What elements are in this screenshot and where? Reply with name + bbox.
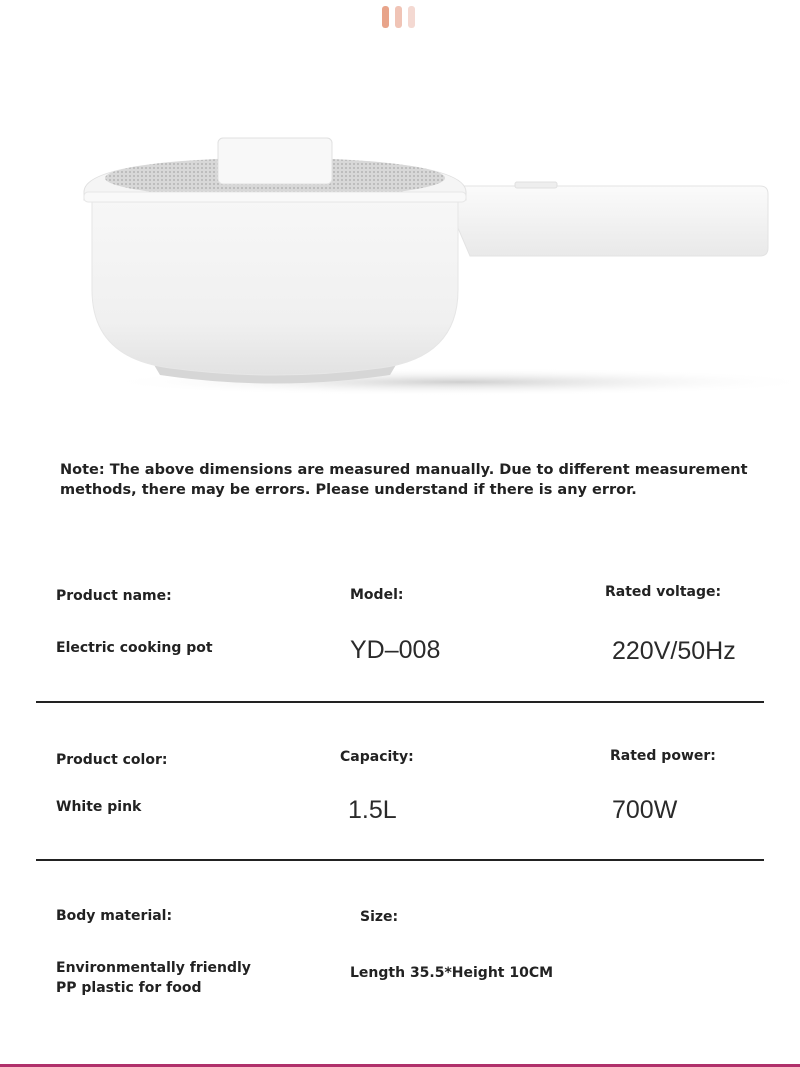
color-swatch-peach [395, 6, 402, 28]
body-material-label: Body material: [56, 908, 173, 924]
capacity-value: 1.5L [348, 796, 397, 824]
size-value: Length 35.5*Height 10CM [350, 965, 554, 981]
measurement-note: Note: The above dimensions are measured manually. Due to different measurement methods, there may be errors. Please understand if there is any error. [60, 462, 748, 498]
color-swatches [380, 6, 420, 30]
row-divider-2 [36, 859, 764, 861]
product-color-label: Product color: [56, 752, 168, 768]
rated-voltage-value: 220V/50Hz [612, 637, 736, 665]
color-swatch-orange [382, 6, 389, 28]
product-name-value: Electric cooking pot [56, 640, 213, 656]
color-swatch-pink [408, 6, 415, 28]
capacity-label: Capacity: [340, 749, 414, 765]
body-material-value-line2: PP plastic for food [56, 980, 202, 996]
model-value: YD–008 [350, 636, 441, 664]
model-label: Model: [350, 587, 404, 603]
product-name-label: Product name: [56, 588, 172, 604]
row-divider-1 [36, 701, 764, 703]
product-image [0, 90, 800, 410]
body-material-value-line1: Environmentally friendly [56, 960, 251, 976]
rated-power-label: Rated power: [610, 748, 716, 764]
product-color-value: White pink [56, 799, 142, 815]
rated-power-value: 700W [612, 796, 678, 824]
cooking-pot-icon [0, 90, 800, 410]
rated-voltage-label: Rated voltage: [605, 584, 722, 600]
size-label: Size: [360, 909, 399, 925]
